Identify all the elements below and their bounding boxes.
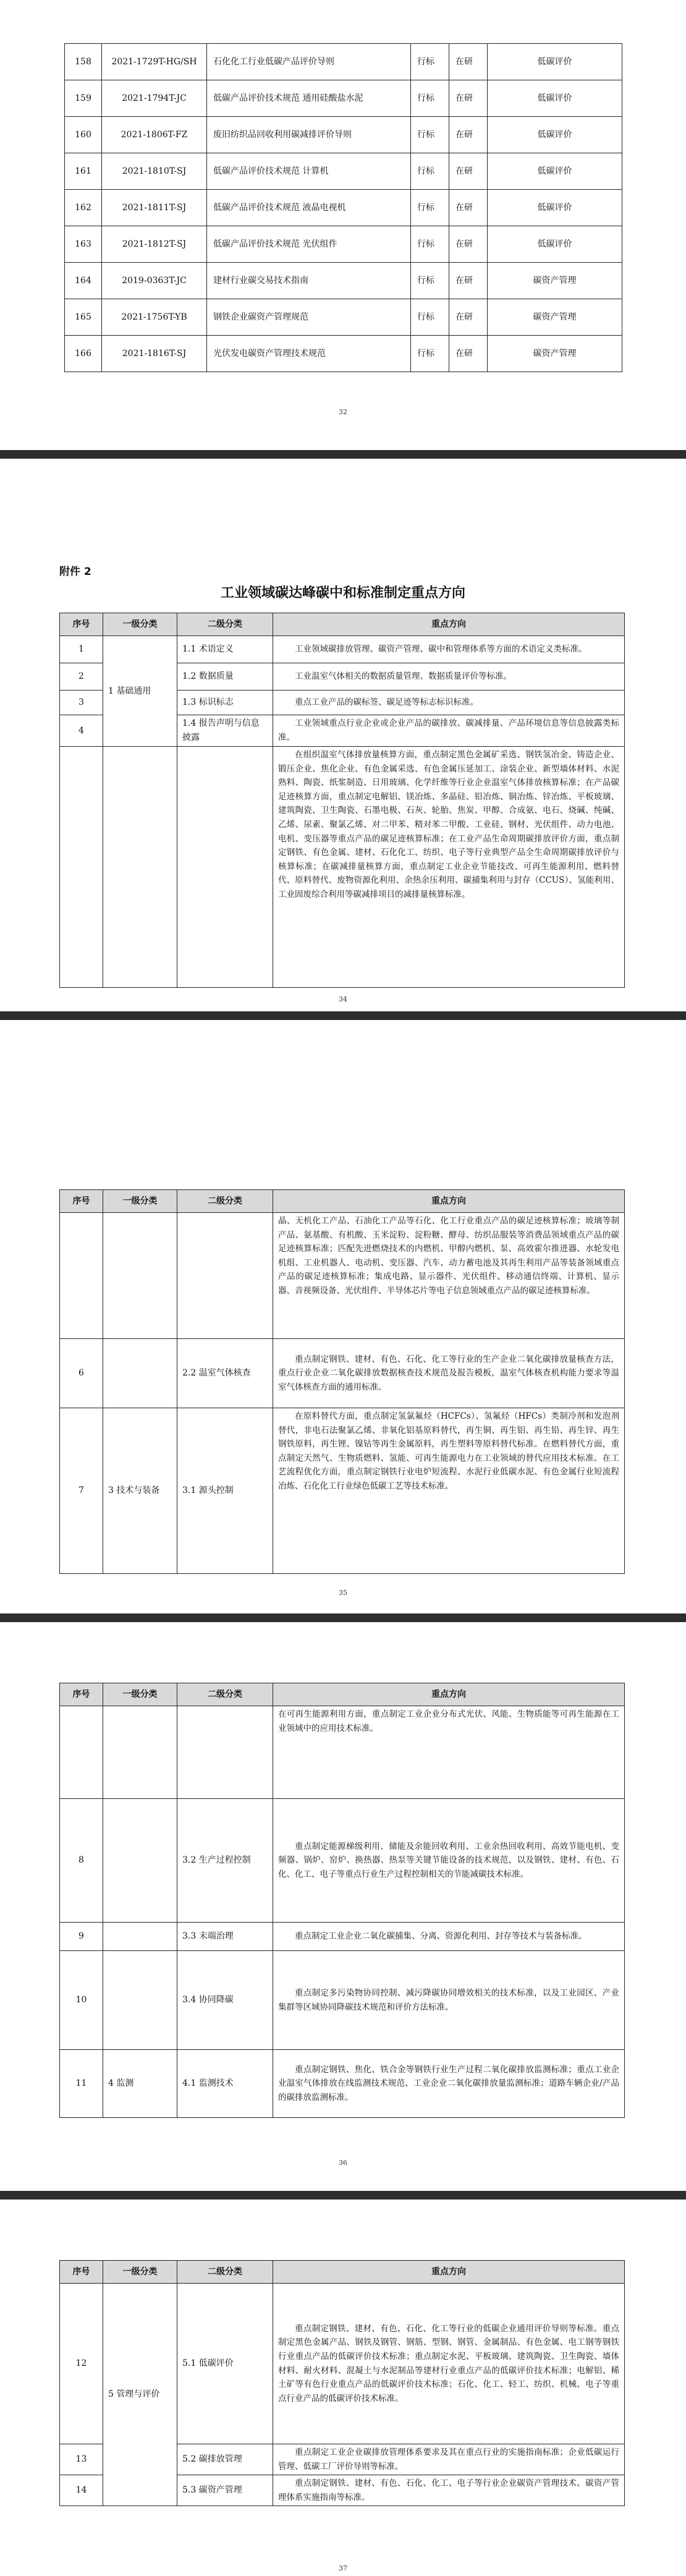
direction-text: 重点制定钢铁、建材、有色、石化、化工等行业的生产企业二氧化碳排放量核查方法，重点行业企业二氧化碳排放数据核查技术规范及报告模板，温室气体核查机构能力要求等温室气体核查方面的通用标准。: [273, 1339, 625, 1408]
key-directions-table-part4: [59, 2260, 625, 2506]
page-number: 37: [339, 2564, 347, 2572]
header-l2: 二级分类: [177, 2261, 273, 2284]
standard-name: 低碳产品评价技术规范 液晶电视机: [207, 190, 411, 226]
direction-text: 在可再生能源利用方面，重点制定工业企业分布式光伏、风能、生物质能等可再生能源在工业领域中的应用技术标准。: [273, 1706, 625, 1799]
table-row: [65, 226, 622, 263]
category-l1: [103, 1339, 177, 1408]
category-l1: [103, 1951, 177, 2050]
direction-text: 工业领域碳排放管理、碳资产管理、碳中和管理体系等方面的术语定义类标准。: [273, 636, 625, 663]
row-no: 9: [60, 1923, 103, 1951]
key-directions-table-part3: [59, 1683, 625, 2118]
header-no: 序号: [60, 2261, 103, 2284]
category-l2: 1.3 标识标志: [177, 691, 273, 715]
standard-level: 行标: [411, 226, 449, 263]
header-dir: 重点方向: [273, 1190, 625, 1213]
direction-text: 工业领域重点行业企业或企业产品的碳排放、碳减排量、产品环境信息等信息披露类标准。: [273, 715, 625, 747]
page-number: 34: [339, 995, 347, 1003]
page-separator: [0, 1613, 686, 1622]
document-page-35: [0, 1020, 686, 1613]
standard-no: 162: [65, 190, 102, 226]
plan-code: 2021-1810T-SJ: [102, 153, 207, 190]
document-page-34: [0, 459, 686, 1011]
plan-code: 2021-1811T-SJ: [102, 190, 207, 226]
standard-name: 低碳产品评价技术规范 计算机: [207, 153, 411, 190]
header-l1: 一级分类: [103, 2261, 177, 2284]
standard-status: 在研: [449, 80, 488, 117]
direction-text: 重点制定工业企业二氧化碳捕集、分离、资源化利用、封存等技术与装备标准。: [273, 1923, 625, 1951]
key-directions-table-part2: [59, 1189, 625, 1574]
direction-text: 在原料替代方面，重点制定氢氯氟烃（HCFCs）、氢氟烃（HFCs）类制冷剂和发泡剂替代，非电石法聚氯乙烯、非氧化铝基原料替代，再生铜、再生铝、再生铅、再生锌、再生钢铁原料，再生锂、镍钴等再生金属原料，再生塑料等原料替代标准。在燃料替代方面，重点制定天然气、生物质燃料、氢能、可再生能源电力在工业领域的替代应用技术标准。在工艺流程优化方面，重点制定钢铁行业电炉短流程、水泥行业低碳水泥、有色金属行业短流程冶炼、石化化工行业绿色低碳工艺等技术标准。: [273, 1408, 625, 1574]
category-l2: [177, 747, 273, 988]
standard-name: 建材行业碳交易技术指南: [207, 263, 411, 299]
standard-category: 低碳评价: [488, 117, 622, 153]
standard-name: 光伏发电碳资产管理技术规范: [207, 336, 411, 372]
standard-category: 碳资产管理: [488, 336, 622, 372]
standard-level: 行标: [411, 117, 449, 153]
key-directions-table-part1: [59, 613, 625, 988]
row-no: 4: [60, 715, 103, 747]
page-separator: [0, 450, 686, 459]
standard-level: 行标: [411, 80, 449, 117]
document-title: 工业领域碳达峰碳中和标准制定重点方向: [220, 585, 465, 601]
page-separator: [0, 1011, 686, 1020]
direction-text: 重点制定工业企业碳排放管理体系要求及其在重点行业的实施指南标准；企业低碳运行管理、低碳工厂评价导则等标准。: [273, 2444, 625, 2475]
row-no: 7: [60, 1408, 103, 1574]
standard-category: 低碳评价: [488, 80, 622, 117]
direction-text: 重点制定钢铁、建材、有色、石化、化工等行业的低碳企业通用评价导则等标准。重点制定黑色金属产品、钢铁及钢管、钢筋、型钢、钢管、金属制品、有色金属、电工钢等钢铁行业重点产品的低碳评价技术标准；重点制定水泥、平板玻璃、建筑陶瓷、卫生陶瓷、墙体材料、耐火材料、混凝土与水泥制品等建材行业重点产品的低碳评价技术标准；电解铝、稀土矿等有色行业重点产品的低碳评价技术标准；石化、化工、轻工、纺织、机械、电子等重点行业产品的低碳评价技术标准。: [273, 2284, 625, 2444]
standard-status: 在研: [449, 299, 488, 336]
row-no: 14: [60, 2475, 103, 2506]
standard-no: 161: [65, 153, 102, 190]
category-l1: [103, 1706, 177, 1799]
table-row: [65, 336, 622, 372]
standard-category: 碳资产管理: [488, 299, 622, 336]
category-l2: 3.4 协同降碳: [177, 1951, 273, 2050]
category-l1: [103, 747, 177, 988]
row-no: 12: [60, 2284, 103, 2444]
direction-text: 重点制定钢铁、建材、有色、石化、化工、电子等行业企业碳资产管理技术、碳资产管理体系实施指南等标准。: [273, 2475, 625, 2506]
category-l2: 1.2 数据质量: [177, 663, 273, 691]
standard-status: 在研: [449, 44, 488, 80]
standard-no: 159: [65, 80, 102, 117]
header-l1: 一级分类: [103, 1190, 177, 1213]
category-l2: 3.1 源头控制: [177, 1408, 273, 1574]
standard-level: 行标: [411, 299, 449, 336]
table-row: [65, 117, 622, 153]
row-no: 3: [60, 691, 103, 715]
standard-level: 行标: [411, 44, 449, 80]
plan-code: 2021-1794T-JC: [102, 80, 207, 117]
page-number: 32: [339, 408, 347, 416]
standard-name: 低碳产品评价技术规范 通用硅酸盐水泥: [207, 80, 411, 117]
document-page-32: [0, 0, 686, 450]
category-l2: [177, 1706, 273, 1799]
plan-code: 2021-1756T-YB: [102, 299, 207, 336]
row-no: 8: [60, 1799, 103, 1923]
header-dir: 重点方向: [273, 613, 625, 636]
category-l1: [103, 1213, 177, 1339]
standard-level: 行标: [411, 190, 449, 226]
standard-category: 碳资产管理: [488, 263, 622, 299]
standard-no: 163: [65, 226, 102, 263]
category-l1: [103, 1799, 177, 1923]
table-row: [65, 299, 622, 336]
row-no: 10: [60, 1951, 103, 2050]
table-row: [65, 263, 622, 299]
category-l1: 1 基础通用: [103, 636, 177, 747]
category-l2: 3.3 末端治理: [177, 1923, 273, 1951]
standard-status: 在研: [449, 263, 488, 299]
category-l2: 2.2 温室气体核查: [177, 1339, 273, 1408]
direction-text: 重点制定能源梯级利用、储能及余能回收利用、工业余热回收利用、高效节能电机、变频器、锅炉、窑炉、换热器、热泵等关键节能设备的技术规范，以及钢铁、建材、有色、石化、化工、电子等重点行业生产过程控制相关的节能减碳技术标准。: [273, 1799, 625, 1923]
standard-status: 在研: [449, 117, 488, 153]
standard-status: 在研: [449, 190, 488, 226]
header-no: 序号: [60, 1683, 103, 1706]
table-row: [65, 80, 622, 117]
row-no: [60, 747, 103, 988]
direction-text: 重点制定钢铁、焦化、铁合金等钢铁行业生产过程二氧化碳排放监测标准；重点工业企业温室气体排放在线监测技术规范、工业企业二氧化碳排放量监测标准；道路车辆企业/产品的碳排放监测标准。: [273, 2050, 625, 2118]
plan-code: 2021-1806T-FZ: [102, 117, 207, 153]
page-number: 35: [339, 1589, 347, 1597]
header-l2: 二级分类: [177, 613, 273, 636]
category-l2: 4.1 监测技术: [177, 2050, 273, 2118]
standard-name: 石化化工行业低碳产品评价导则: [207, 44, 411, 80]
standard-category: 低碳评价: [488, 226, 622, 263]
standard-level: 行标: [411, 336, 449, 372]
category-l2: 1.4 报告声明与信息披露: [177, 715, 273, 747]
document-page-36: [0, 1622, 686, 2191]
header-dir: 重点方向: [273, 1683, 625, 1706]
category-l2: [177, 1213, 273, 1339]
standard-name: 低碳产品评价技术规范 光伏组件: [207, 226, 411, 263]
direction-text: 工业温室气体相关的数据质量管理、数据质量评价等标准。: [273, 663, 625, 691]
category-l2: 1.1 术语定义: [177, 636, 273, 663]
annex-label: 附件 2: [59, 566, 91, 578]
direction-text: 重点工业产品的碳标签、碳足迹等标志标识标准。: [273, 691, 625, 715]
document-page-37: [0, 2200, 686, 2576]
standard-level: 行标: [411, 153, 449, 190]
header-l2: 二级分类: [177, 1190, 273, 1213]
standard-no: 164: [65, 263, 102, 299]
standard-name: 废旧纺织品回收利用碳减排评价导则: [207, 117, 411, 153]
category-l1: 5 管理与评价: [103, 2284, 177, 2506]
category-l2: 5.3 碳资产管理: [177, 2475, 273, 2506]
category-l1: 4 监测: [103, 2050, 177, 2118]
row-no: 13: [60, 2444, 103, 2475]
table-row: [65, 153, 622, 190]
standard-name: 钢铁企业碳资产管理规范: [207, 299, 411, 336]
standard-no: 160: [65, 117, 102, 153]
row-no: 6: [60, 1339, 103, 1408]
row-no: 1: [60, 636, 103, 663]
category-l2: 5.2 碳排放管理: [177, 2444, 273, 2475]
standards-list-table: [64, 43, 622, 372]
header-l2: 二级分类: [177, 1683, 273, 1706]
standard-no: 166: [65, 336, 102, 372]
category-l1: 3 技术与装备: [103, 1408, 177, 1574]
category-l1: [103, 1923, 177, 1951]
standard-category: 低碳评价: [488, 44, 622, 80]
header-no: 序号: [60, 613, 103, 636]
standard-no: 158: [65, 44, 102, 80]
table-row: [65, 44, 622, 80]
direction-text: 重点制定多污染物协同控制、减污降碳协同增效相关的技术标准，以及工业园区、产业集群等区域协同降碳技术规范和评价方法标准。: [273, 1951, 625, 2050]
standard-status: 在研: [449, 336, 488, 372]
standard-no: 165: [65, 299, 102, 336]
plan-code: 2019-0363T-JC: [102, 263, 207, 299]
row-no: [60, 1706, 103, 1799]
standard-level: 行标: [411, 263, 449, 299]
standard-category: 低碳评价: [488, 153, 622, 190]
page-separator: [0, 2191, 686, 2200]
header-l1: 一级分类: [103, 1683, 177, 1706]
direction-text: 在组织温室气体排放量核算方面，重点制定黑色金属矿采选、钢铁氢冶金、铸造企业、锻压企业、焦化企业、有色金属采选、有色金属压延加工、涂装企业、新型墙体材料、水泥熟料、陶瓷、纸浆制造、日用玻璃、化学纤维等行业企业温室气体排放核算标准；在产品碳足迹核算方面，重点制定电解铝、镁冶炼、多晶硅、铅冶炼、铜冶炼、锌冶炼、平板玻璃、建筑陶瓷、卫生陶瓷、石墨电极、石灰、轮胎、焦炭、甲醇、合成氨、电石、烧碱、纯碱、乙烯、尿素、聚氯乙烯、对二甲苯、精对苯二甲酸、工业硅、钢材、光伏组件、动力电池、电机、变压器等重点产品的碳足迹核算标准；在工业产品生命周期碳排放评价方面，重点制定钢铁、有色金属、建材、石化化工、纺织、电子等行业典型产品全生命周期碳排放评价与核算标准；在碳减排量核算方面，重点制定工业企业节能技改、可再生能源利用、燃料替代、原料替代、废物资源化利用、余热余压利用、碳捕集利用与封存（CCUS）、氢能利用、工业固废综合利用等碳减排项目的减排量核算标准。: [273, 747, 625, 988]
plan-code: 2021-1729T-HG/SH: [102, 44, 207, 80]
standard-category: 低碳评价: [488, 190, 622, 226]
header-dir: 重点方向: [273, 2261, 625, 2284]
direction-text: 晶、无机化工产品、石油化工产品等石化、化工行业重点产品的碳足迹核算标准；玻璃等制产品、氨基酸、有机酸、玉米淀粉、淀粉糖、酵母、纺织品服装等消费品领域重点产品的碳足迹核算标准；匹配先进燃烧技术的内燃机、甲醇内燃机、泵、高效霍尔推进器、水轮发电机组、工业机器人、电动机、变压器、汽车、动力蓄电池及其再生利用产品等装备领域重点产品的碳足迹核算标准；集成电路、显示器件、光伏组件、移动通信终端、计算机、显示器、音视频设备、光伏组件、半导体芯片等电子信息领域重点产品的碳足迹核算标准。: [273, 1213, 625, 1339]
plan-code: 2021-1816T-SJ: [102, 336, 207, 372]
category-l2: 3.2 生产过程控制: [177, 1799, 273, 1923]
header-l1: 一级分类: [103, 613, 177, 636]
table-row: [65, 190, 622, 226]
standard-status: 在研: [449, 226, 488, 263]
category-l2: 5.1 低碳评价: [177, 2284, 273, 2444]
row-no: [60, 1213, 103, 1339]
row-no: 2: [60, 663, 103, 691]
plan-code: 2021-1812T-SJ: [102, 226, 207, 263]
header-no: 序号: [60, 1190, 103, 1213]
page-number: 36: [339, 2159, 347, 2167]
row-no: 11: [60, 2050, 103, 2118]
standard-status: 在研: [449, 153, 488, 190]
